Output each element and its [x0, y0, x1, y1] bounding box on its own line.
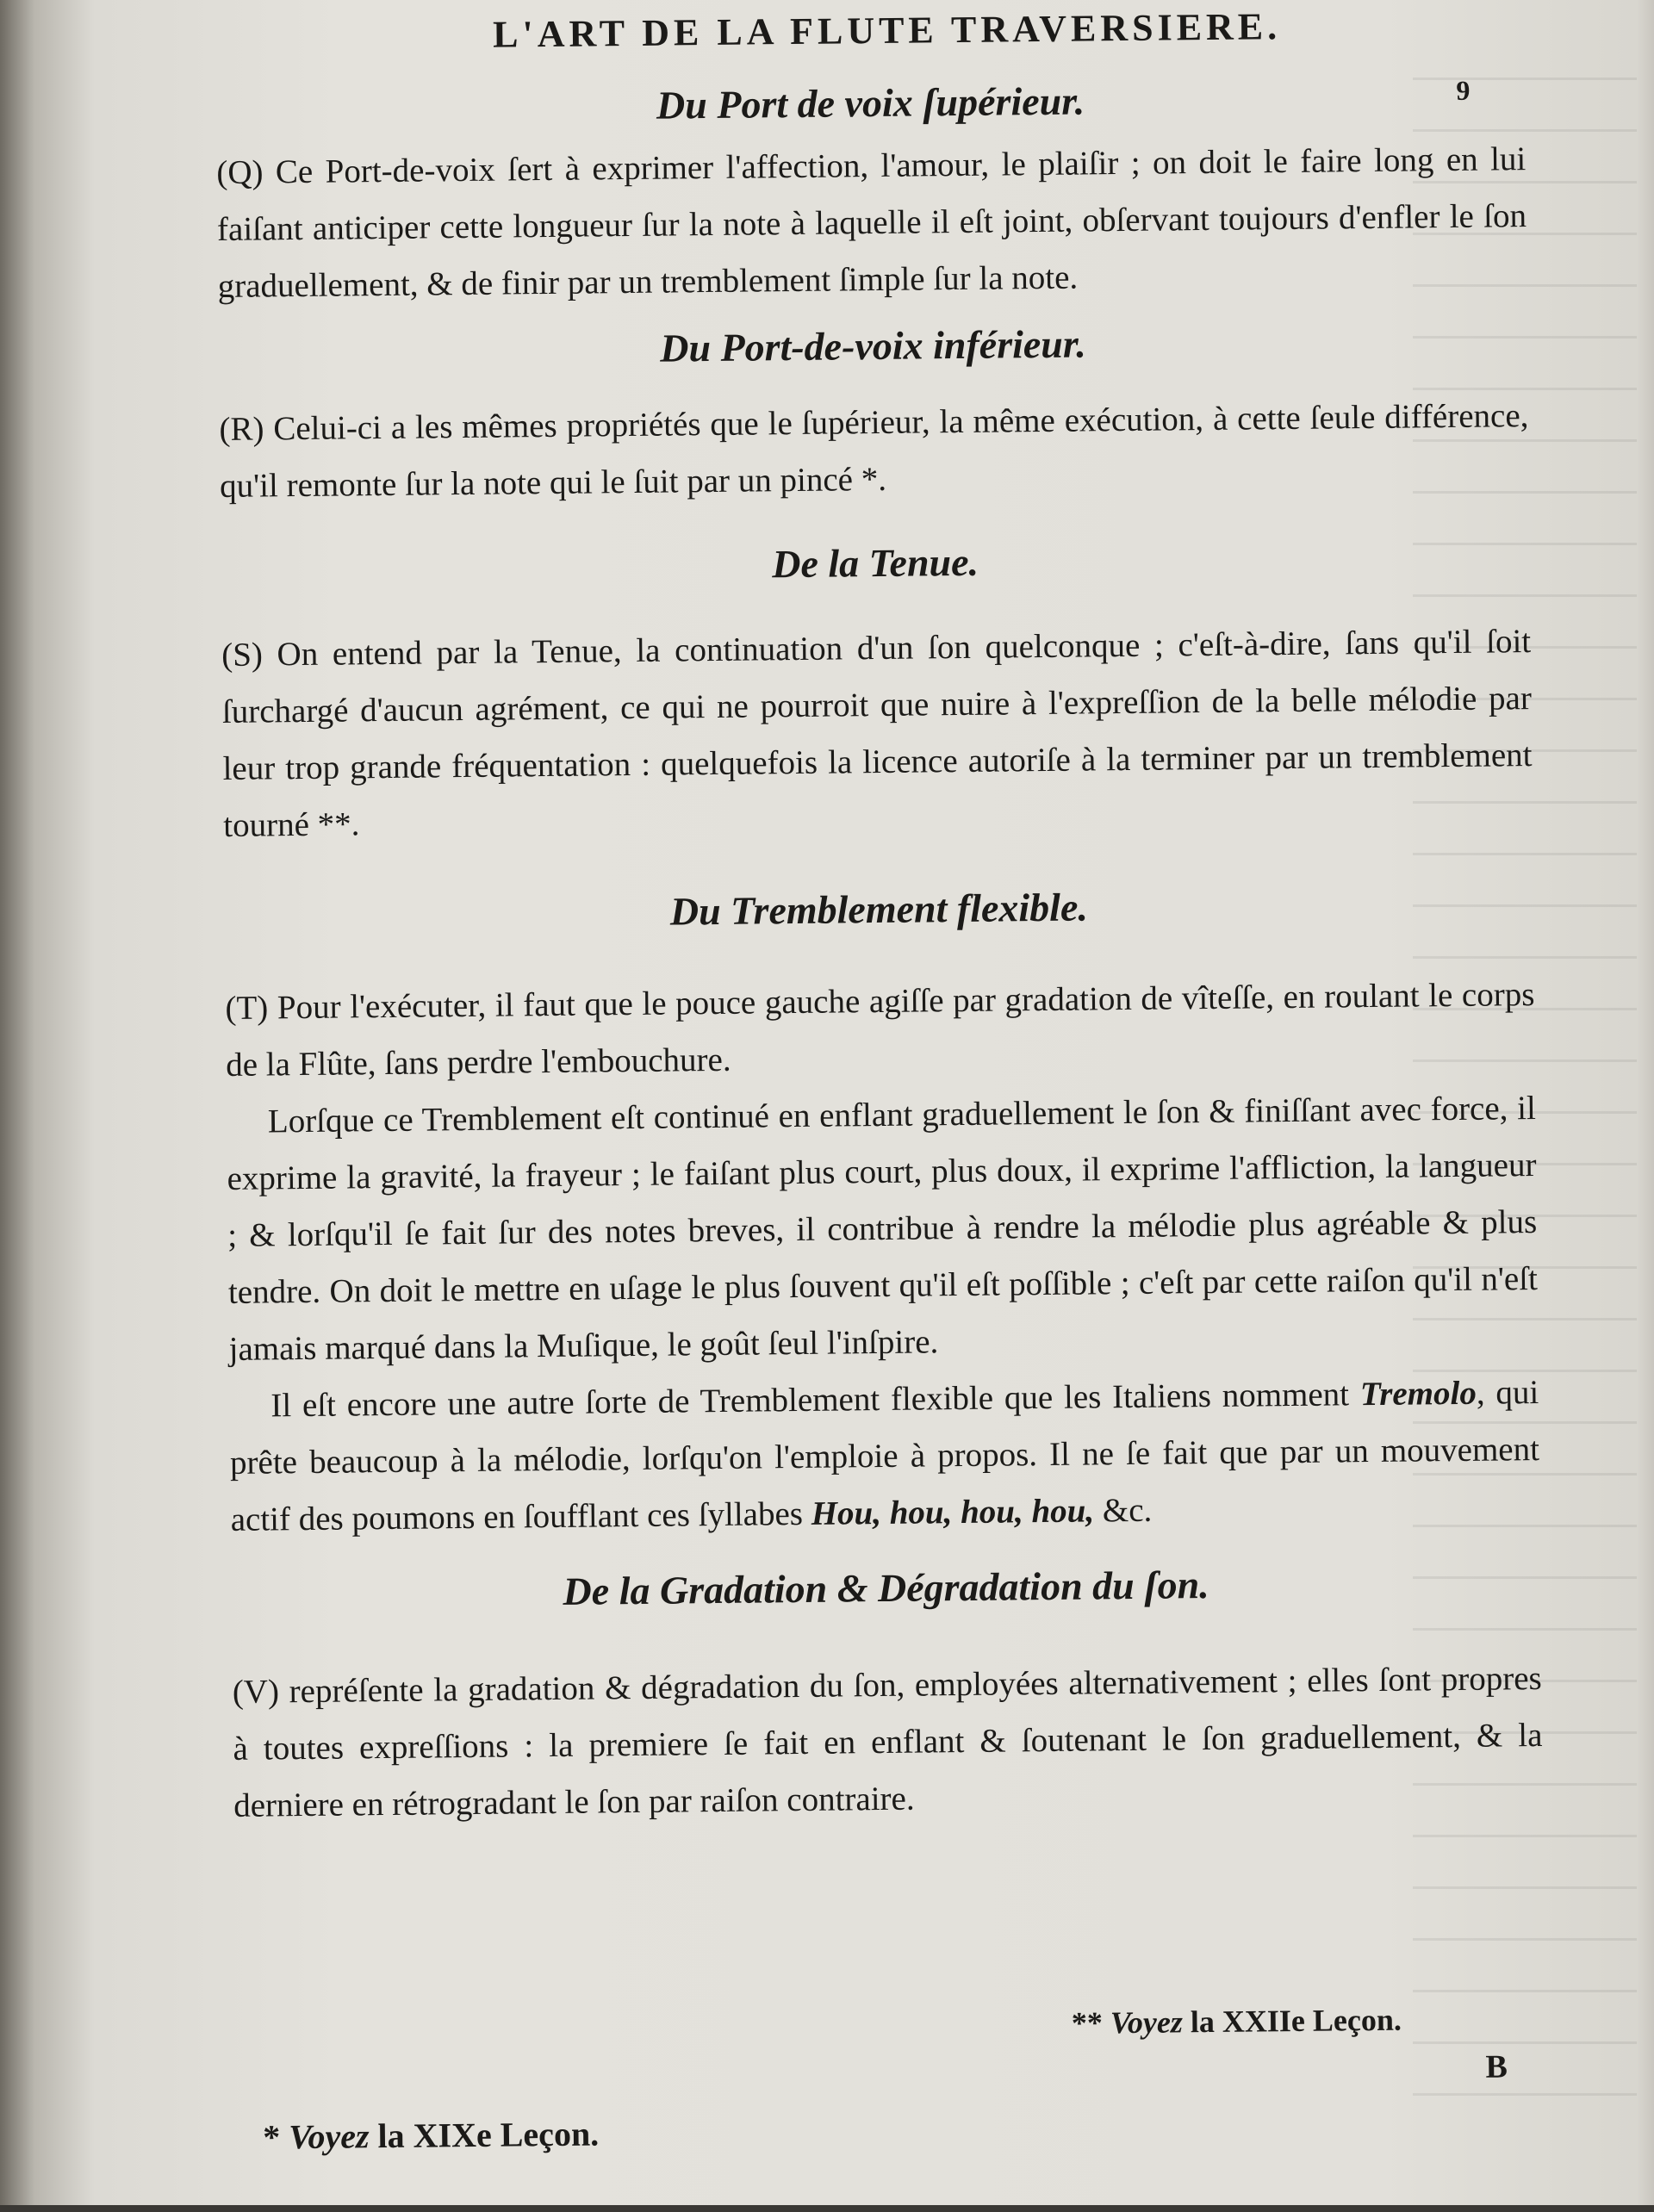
section-heading: Du Port-de-voix inférieur. [659, 321, 1086, 370]
footnote-voyez: Voyez [1110, 2004, 1184, 2041]
footnote-mark: ** [1071, 2005, 1104, 2041]
paragraph: (S) On entend par la Tenue, la continuation d'un ſon quelconque ; c'eſt-à-dire, ſans qu'il ſoit ſurchargé d'aucun agrément, ce qui ne pourroit que nuire à l'expreſſion de la belle mélodie par leur trop grande fréquentation : quelquefois la licence autoriſe à la terminer par un tremblement tourné **. [221, 623, 1533, 844]
page-number: 9 [1456, 74, 1471, 106]
footnote-text: la XXIIe Leçon. [1190, 2002, 1402, 2040]
paragraph-text: &c. [1102, 1491, 1153, 1530]
paragraph: (V) repréſente la gradation & dégradation du ſon, employées alternativement ; elles ſont propres à toutes expreſſions : la premiere ſe fait en enflant & ſoutenant le ſon graduellement, & la derniere en rétrogradant le ſon par raiſon contraire. [232, 1659, 1543, 1824]
footnote-single [263, 2113, 599, 2157]
section-heading: Du Port de voix ſupérieur. [656, 78, 1085, 127]
footnote-voyez: Voyez [288, 2116, 370, 2157]
paragraph-tremolo [229, 1364, 1540, 1549]
paragraph: (R) Celui-ci a les mêmes propriétés que le ſupérieur, la même exécution, à cette ſeule différence, qu'il remonte ſur la note qui le ſuit par un pincé *. [219, 397, 1529, 505]
paragraph: Lorſque ce Tremblement eſt continué en enflant graduellement le ſon & finiſſant avec force, il exprime la gravité, la frayeur ; le faiſant plus court, plus doux, il exprime l'affliction, la langueur ; & lorſqu'il ſe fait ſur des notes breves, il contribue à rendre la mélodie plus agréable & plus tendre. On doit le mettre en uſage le plus ſouvent qu'il eſt poſſible ; c'eſt par cette raiſon qu'il n'eſt jamais marqué dans la Muſique, le goût ſeul l'inſpire. [227, 1090, 1539, 1368]
section-heading: De la Gradation & Dégradation du ſon. [563, 1563, 1209, 1613]
paragraph: (T) Pour l'exécuter, il faut que le pouce gauche agiſſe par gradation de vîteſſe, en roulant le corps de la Flûte, ſans perdre l'embouchure. [225, 976, 1535, 1084]
running-head: L'ART DE LA FLUTE TRAVERSIERE. [492, 5, 1282, 56]
section-heading: Du Tremblement flexible. [669, 885, 1089, 934]
page-content [206, 0, 1556, 2212]
paragraph-text: , qui prête beaucoup à la mélodie, lorſqu'on l'emploie à propos. Il ne ſe fait que par un mouvement actif des poumons en ſoufflant ces ſyllabes [229, 1374, 1540, 1538]
signature-mark: B [1485, 2048, 1508, 2085]
footnote-mark: * [262, 2117, 281, 2157]
body-text [215, 71, 1543, 1835]
paragraph: (Q) Ce Port-de-voix ſert à exprimer l'affection, l'amour, le plaiſir ; on doit le faire long en lui faiſant anticiper cette longueur ſur la note à laquelle il eſt joint, obſervant toujours d'enfler le ſon graduellement, & de finir par un tremblement ſimple ſur la note. [216, 140, 1527, 305]
syllables: Hou, hou, hou, hou, [811, 1492, 1095, 1532]
tremolo-word: Tremolo [1359, 1374, 1477, 1414]
section-heading: De la Tenue. [771, 539, 979, 587]
footnote-double [1072, 2002, 1402, 2041]
paragraph-text: Il eſt encore une autre ſorte de Tremblement flexible que les Italiens nomment [270, 1376, 1350, 1425]
footnote-text: la XIXe Leçon. [377, 2114, 600, 2156]
